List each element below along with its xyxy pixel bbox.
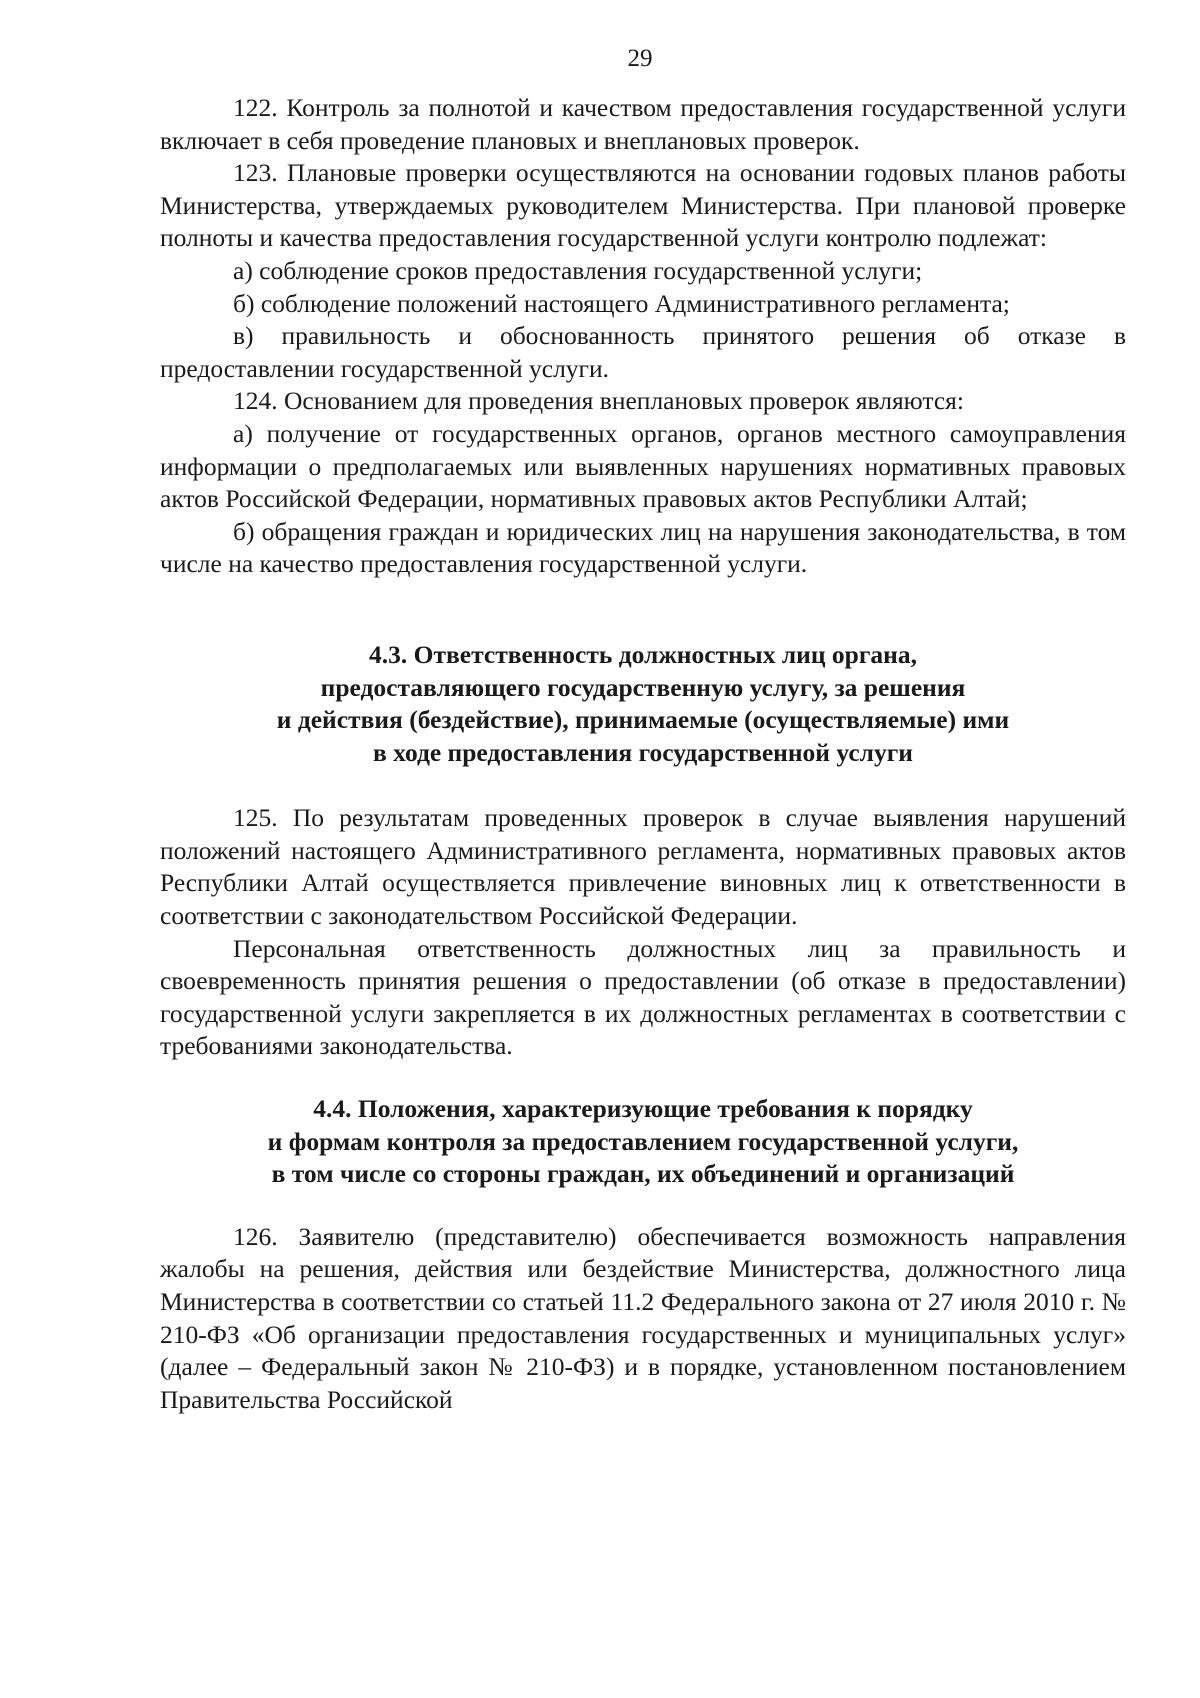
heading-line: предоставляющего государственную услугу, за решения xyxy=(320,672,966,702)
paragraph-126: 126. Заявителю (представителю) обеспечивается возможность направления жалобы на решения, действия или бездействие Министерства, должностного лица Министерства в соответствии со статьей 11.2 Федерального закона от 27 июля 2010 г. № 210-ФЗ «Об организации предоставления государственных и муниципальных услуг» (далее – Федеральный закон № 210-ФЗ) и в порядке, установленном постановлением Правительства Российской xyxy=(160,1221,1126,1414)
heading-line: и формам контроля за предоставлением государственной услуги, xyxy=(267,1126,1019,1156)
paragraph-123-a: а) соблюдение сроков предоставления государственной услуги; xyxy=(233,255,923,285)
page-content xyxy=(160,92,1126,1416)
paragraph-124: 124. Основанием для проведения внеплановых проверок являются: xyxy=(233,386,964,416)
heading-line: в ходе предоставления государственной услуги xyxy=(373,737,913,767)
paragraph-124-b: б) обращения граждан и юридических лиц на нарушения законодательства, в том числе на качество предоставления государственной услуги. xyxy=(160,516,1126,579)
paragraph-123-b: б) соблюдение положений настоящего Административного регламента; xyxy=(233,288,1010,318)
paragraph-123: 123. Плановые проверки осуществляются на основании годовых планов работы Министерства, утверждаемых руководителем Министерства. При плановой проверке полноты и качества предоставления государственной услуги контролю подлежат: xyxy=(160,158,1126,253)
section-heading-4-3 xyxy=(160,639,1126,769)
section-heading-4-4 xyxy=(160,1093,1126,1191)
heading-line: и действия (бездействие), принимаемые (осуществляемые) ими xyxy=(276,705,1010,735)
paragraph-123-v: в) правильность и обоснованность принятого решения об отказе в предоставлении государственной услуги. xyxy=(160,321,1126,383)
paragraph-122: 122. Контроль за полнотой и качеством предоставления государственной услуги включает в себя проведение плановых и внеплановых проверок. xyxy=(160,93,1126,155)
heading-line: 4.3. Ответственность должностных лиц органа, xyxy=(369,639,917,669)
heading-line: 4.4. Положения, характеризующие требования к порядку xyxy=(313,1094,973,1124)
paragraph-125: 125. По результатам проведенных проверок в случае выявления нарушений положений настоящего Административного регламента, нормативных правовых актов Республики Алтай осуществляется привлечение виновных лиц к ответственности в соответствии с законодательством Российской Федерации. xyxy=(160,803,1126,931)
heading-line: в том числе со стороны граждан, их объединений и организаций xyxy=(271,1159,1015,1189)
paragraph-124-a: а) получение от государственных органов, органов местного самоуправления информации о предполагаемых или выявленных нарушениях нормативных правовых актов Российской Федерации, нормативных правовых актов Республики Алтай; xyxy=(160,418,1126,514)
page-number: 29 xyxy=(627,45,653,72)
paragraph-personal-responsibility: Персональная ответственность должностных лиц за правильность и своевременность принятия решения о предоставлении (об отказе в предоставлении) государственной услуги закрепляется в их должностных регламентах в соответствии с требованиями законодательства. xyxy=(160,933,1126,1061)
